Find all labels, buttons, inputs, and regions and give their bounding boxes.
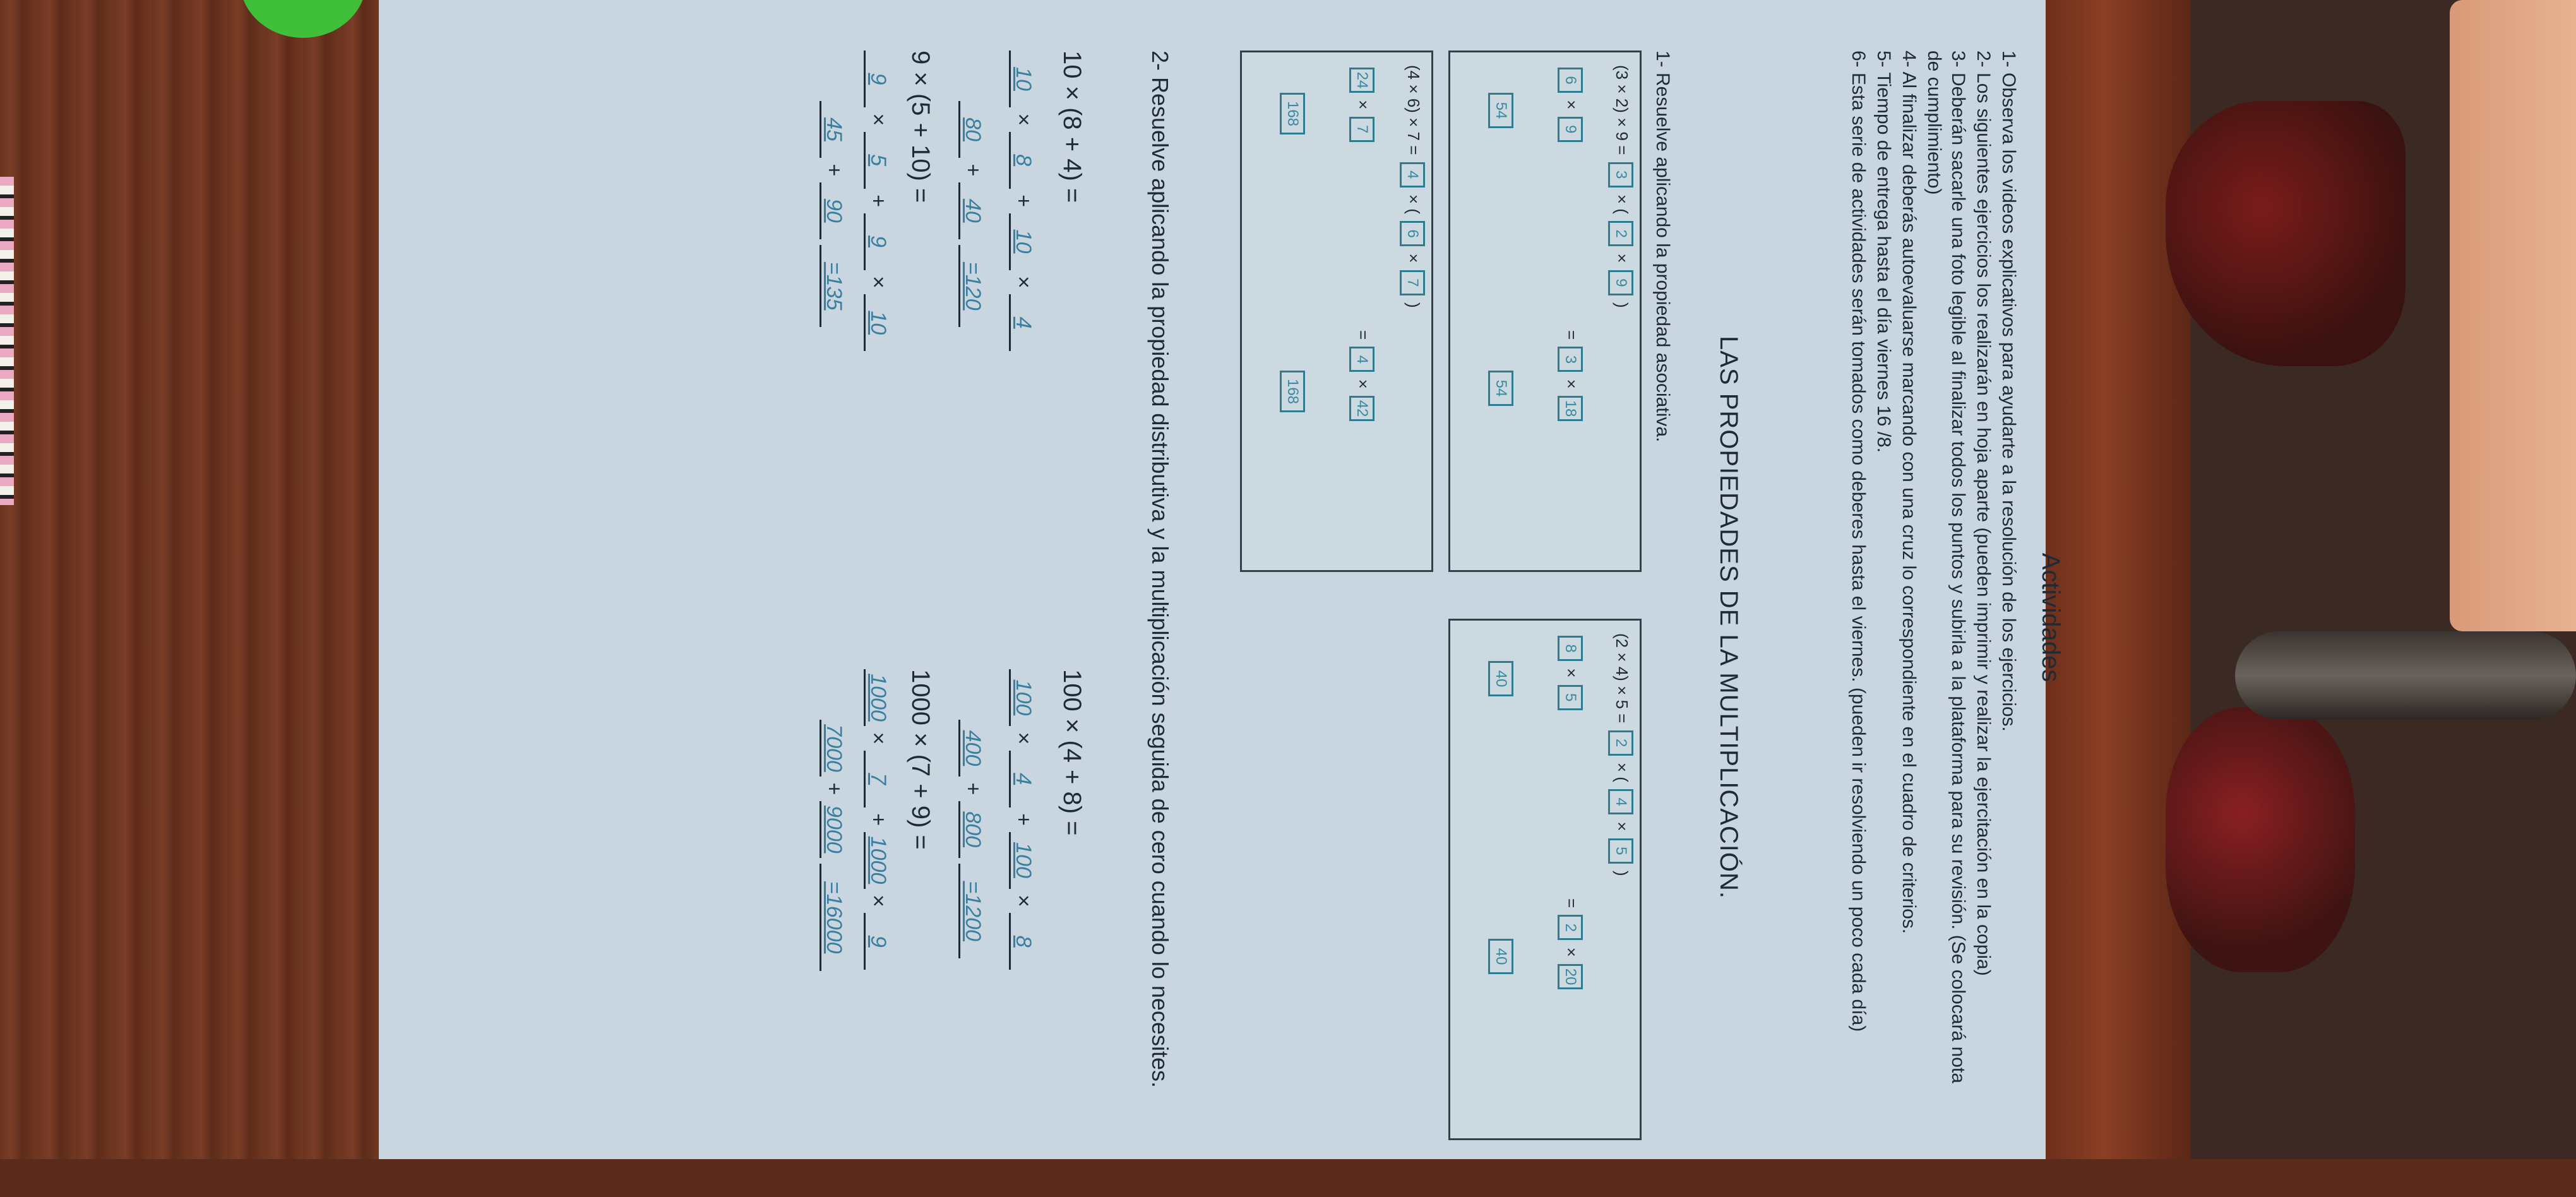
product-result: [1488, 658, 1513, 699]
answer-box: 54: [1488, 93, 1513, 128]
worksheet-paper: [379, 0, 2065, 1159]
instruction-item: 5- Tiempo de entrega hasta el día viernes 16 /8.: [1873, 51, 1894, 453]
answer-box: 7: [1400, 270, 1425, 295]
problem-work-row: 1000 × 7 + 1000 × 9: [864, 669, 890, 970]
expression-row: (4 × 6) × 7 = 4 × ( 6 × 7 ): [1400, 65, 1425, 308]
answer-box: 6: [1400, 221, 1425, 246]
answer-box: 6: [1558, 68, 1583, 93]
answer-box: 3: [1608, 162, 1633, 188]
answer-box: 40: [1488, 939, 1513, 974]
problem-result-row: 400 + 800 =1200: [958, 720, 985, 958]
problem-expression: 100 × (4 + 8) =: [1058, 669, 1086, 836]
answer-box: 24: [1349, 68, 1374, 93]
product-result: [1280, 90, 1305, 137]
exercise1-prompt: 1- Resuelve aplicando la propiedad asociativa.: [1652, 51, 1673, 443]
bead-strand: [0, 177, 14, 505]
product-tree: 6 × 9: [1558, 65, 1583, 145]
problem-work-row: 10 × 8 + 10 × 4: [1009, 51, 1035, 351]
answer-box: 8: [1558, 636, 1583, 661]
exercise2-prompt: 2- Resuelve aplicando la propiedad distributiva y la multiplicación seguida de cero cuando lo necesites.: [1147, 51, 1173, 1088]
answer-box: 5: [1608, 838, 1633, 864]
answer-box: 4: [1349, 347, 1374, 372]
product-result: [1488, 90, 1513, 131]
product-result: [1280, 368, 1305, 415]
answer-box: 2: [1558, 915, 1583, 940]
instruction-item: 6- Esta serie de actividades serán tomados como deberes hasta el viernes. (pueden ir resolviendo un poco cada día): [1848, 51, 1869, 1032]
answer-box: 4: [1608, 789, 1633, 814]
associative-box: [1448, 619, 1642, 1140]
problem-result-row: 80 + 40 =120: [958, 101, 985, 327]
answer-box: 5: [1558, 685, 1583, 710]
answer-box: 7: [1349, 117, 1374, 142]
answer-box: 9: [1558, 117, 1583, 142]
product-tree: = 4 × 42: [1349, 330, 1374, 424]
problem-expression: 10 × (8 + 4) =: [1058, 51, 1086, 203]
answer-box: 2: [1608, 730, 1633, 756]
answer-box: 40: [1488, 661, 1513, 696]
expression-row: (2 × 4) × 5 = 2 × ( 4 × 5 ): [1608, 633, 1633, 876]
product-tree: = 3 × 18: [1558, 330, 1583, 424]
problem-expression: 1000 × (7 + 9) =: [907, 669, 934, 850]
product-tree: 24 × 7: [1349, 65, 1374, 145]
red-cloth: [2166, 101, 2406, 366]
instruction-item: 4- Al finalizar deberás autoevaluarse marcando con una cruz lo correspondiente en el cuadro de criterios.: [1899, 51, 1919, 934]
answer-box: 168: [1280, 93, 1305, 134]
instruction-item: 1- Observa los videos explicativos para ayudarte a la resolución de los ejercicios.: [1998, 51, 2019, 732]
answer-box: 2: [1608, 221, 1633, 246]
answer-box: 42: [1349, 396, 1374, 421]
answer-box: 20: [1558, 964, 1583, 989]
problem-result-row: 45 + 90 =135: [820, 101, 846, 327]
product-tree: = 2 × 20: [1558, 898, 1583, 992]
problem-expression: 9 × (5 + 10) =: [907, 51, 934, 203]
instruction-item: 3- Deberán sacarle una foto legible al finalizar todos los puntos y subirla a la plataforma para su revisión. (Se colocará nota de cumplimiento): [1924, 51, 1969, 1083]
problem-result-row: 7000 + 9000 =16000: [820, 720, 846, 971]
associative-box: [1240, 51, 1433, 572]
product-result: [1488, 368, 1513, 408]
wooden-table: [0, 0, 404, 1159]
cushion: [2450, 0, 2576, 631]
problem-work-row: 100 × 4 + 100 × 8: [1009, 669, 1035, 970]
section-heading: LAS PROPIEDADES DE LA MULTIPLICACIÓN.: [1715, 335, 1743, 900]
answer-box: 9: [1608, 270, 1633, 295]
expression-row: (3 × 2) × 9 = 3 × ( 2 × 9 ): [1608, 65, 1633, 308]
red-cloth: [2166, 707, 2355, 972]
product-tree: 8 × 5: [1558, 633, 1583, 713]
answer-box: 168: [1280, 371, 1305, 412]
instruction-item: 2- Los siguientes ejercicios los realizarán en hoja aparte (pueden imprimir y realizar la ejercitación en la copia): [1973, 51, 1994, 976]
answer-box: 3: [1558, 347, 1583, 372]
problem-work-row: 9 × 5 + 9 × 10: [864, 51, 890, 351]
answer-box: 54: [1488, 371, 1513, 406]
table-edge: [2046, 0, 2191, 1159]
answer-box: 4: [1400, 162, 1425, 188]
answer-box: 18: [1558, 396, 1583, 421]
sheet-title: Actividades: [2037, 552, 2065, 682]
product-result: [1488, 936, 1513, 977]
associative-box: [1448, 51, 1642, 572]
metal-pipe: [2235, 631, 2576, 720]
instructions-list: [1845, 51, 2020, 1086]
